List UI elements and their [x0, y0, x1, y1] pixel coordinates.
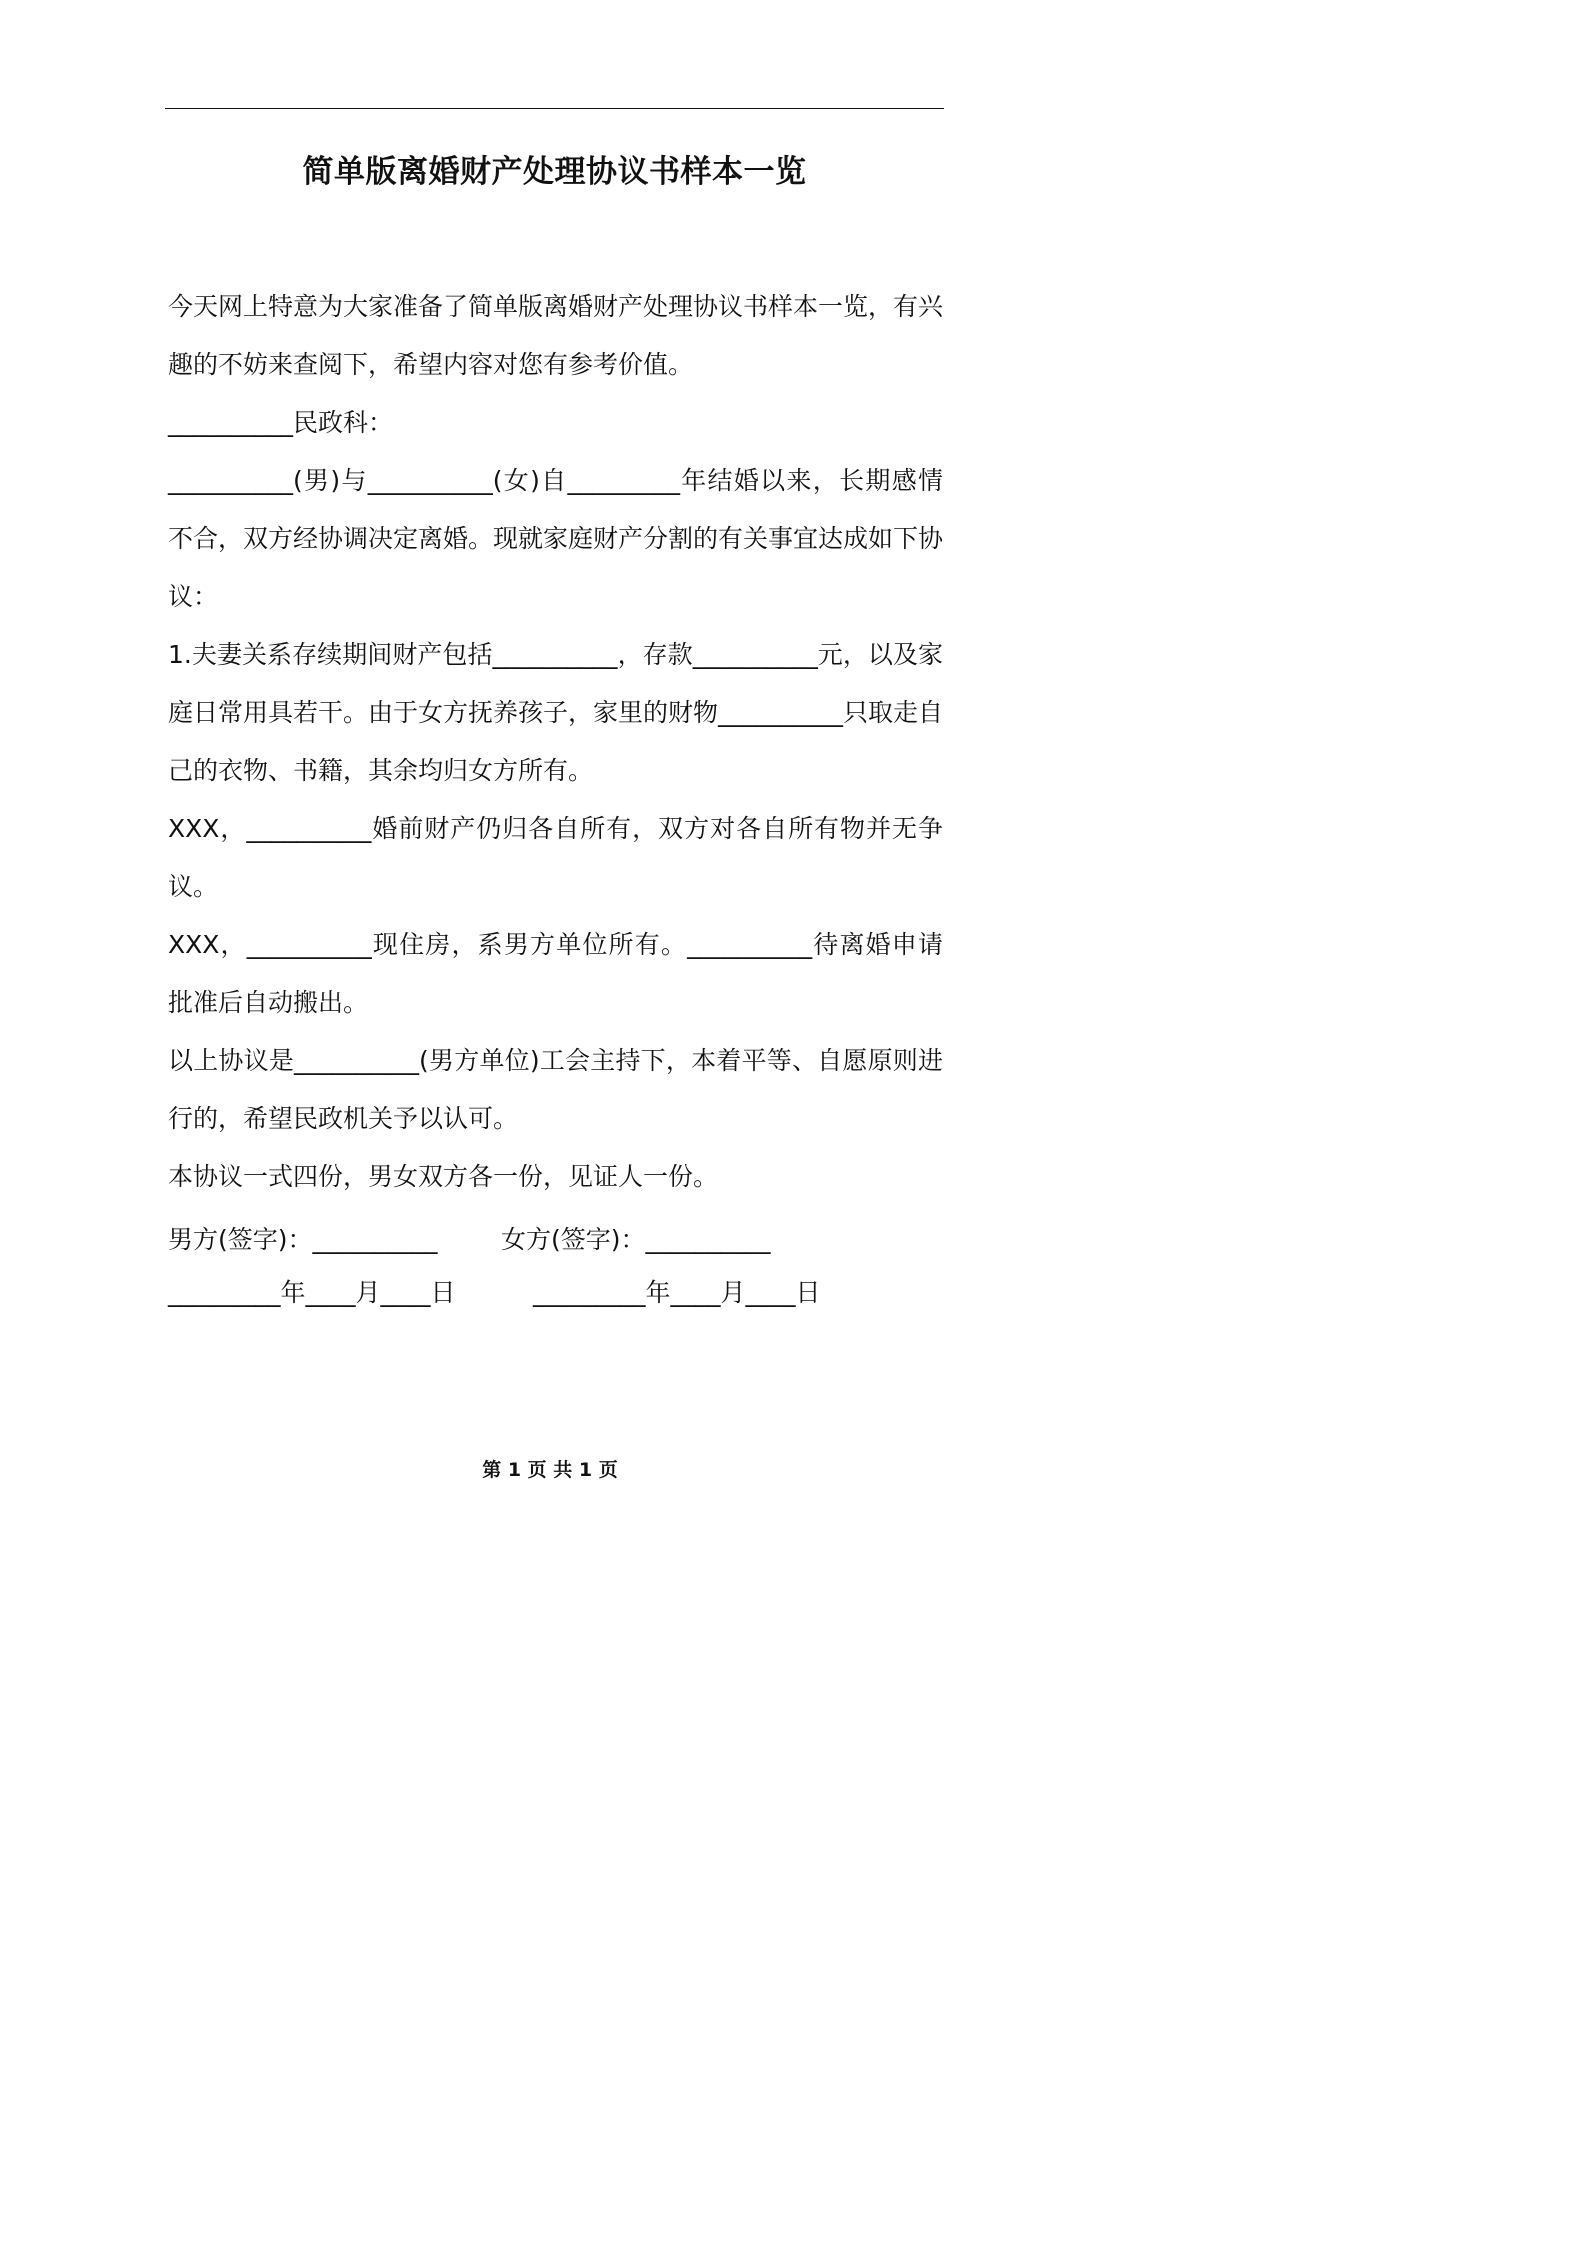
female-date-line: _________年____月____日 [533, 1278, 821, 1307]
document-page [0, 0, 1100, 1556]
housing-paragraph: XXX，__________现住房，系男方单位所有。__________待离婚申请批准后自动搬出。 [168, 930, 943, 1017]
marriage-paragraph: __________(男)与__________(女)自_________年结婚以来，长期感情不合，双方经协调决定离婚。现就家庭财产分割的有关事宜达成如下协议： [168, 466, 944, 611]
copies-paragraph: 本协议一式四份，男女双方各一份，见证人一份。 [168, 1162, 719, 1191]
premarital-property-paragraph: XXX，__________婚前财产仍归各自所有，双方对各自所有物并无争议。 [168, 814, 943, 901]
male-date-line: _________年____月____日 [168, 1278, 456, 1307]
header-rule [165, 108, 944, 109]
clause-1-paragraph: 1.夫妻关系存续期间财产包括__________，存款__________元，以及家庭日常用具若干。由于女方抚养孩子，家里的财物__________只取走自己的衣物、书籍，其余均归女方所有。 [168, 640, 944, 785]
page-footer: 第 1 页 共 1 页 [482, 1459, 618, 1481]
document-title: 简单版离婚财产处理协议书样本一览 [302, 154, 807, 190]
mediation-paragraph: 以上协议是__________(男方单位)工会主持下，本着平等、自愿原则进行的，希望民政机关予以认可。 [168, 1046, 943, 1133]
male-signature-line: 男方(签字)：__________ [168, 1225, 438, 1254]
intro-paragraph: 今天网上特意为大家准备了简单版离婚财产处理协议书样本一览，有兴趣的不妨来查阅下，希望内容对您有参考价值。 [168, 292, 944, 379]
document-body [168, 278, 943, 1206]
addressee-line: __________民政科： [168, 408, 394, 437]
female-signature-line: 女方(签字)：__________ [501, 1225, 771, 1254]
